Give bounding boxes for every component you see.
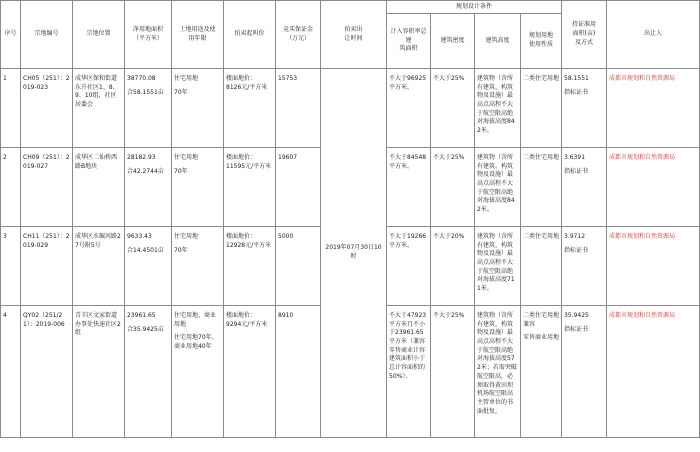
header-cert: 持证准用 面积(亩) 及方式	[562, 1, 607, 69]
cell-deposit: 19607	[276, 148, 321, 227]
cell-start-price: 楼面地价： 8126元/平方米	[224, 69, 276, 148]
table-row	[1, 69, 700, 148]
cell-use: 住宅用地、商业用地 住宅用地70年、商业用地40年	[172, 306, 224, 438]
cell-start-price: 楼面地价： 12928元/平方米	[224, 227, 276, 306]
cell-far: 不大于47923平方米且不小于23961.65平方米（兼容零售商业计容建筑面积小于总计容面积的50%）。	[387, 306, 431, 438]
cell-area: 28182.93 合42.2744亩	[125, 148, 172, 227]
cell-height: 建筑物（含所有建筑、构筑物及设施）最高点高程不大于航空限高绝对海拔高度842米。	[475, 69, 521, 148]
cell-planning-use: 二类住宅用地	[521, 69, 562, 148]
cell-location: 成华区保和街道东升社区1、8、9、10组，社区居委会	[73, 69, 125, 148]
cell-far: 不大于84548平方米。	[387, 148, 431, 227]
cell-area: 23961.65 合35.9425亩	[125, 306, 172, 438]
header-height: 建筑高度	[475, 14, 521, 69]
header-deposit: 竞买保证金 （万元）	[276, 1, 321, 69]
cell-far: 不大于96925平方米。	[387, 69, 431, 148]
cell-start-price: 楼面地价： 9294元/平方米	[224, 306, 276, 438]
cell-seq: 3	[1, 227, 21, 306]
cell-deposit: 5000	[276, 227, 321, 306]
cell-deposit: 8910	[276, 306, 321, 438]
cell-seq: 1	[1, 69, 21, 148]
cell-area: 38770.08 合58.1551亩	[125, 69, 172, 148]
cell-height: 建筑物（含所有建筑、构筑物及设施）最高点高程不大于航空限高绝对海拔高度572米；若需突破航空限高，必须取得黄田坝机场航空限高主管单位的书面批复。	[475, 306, 521, 438]
cell-height: 建筑物（含所有建筑、构筑物及设施）最高点高程不大于航空限高绝对海拔高度842米。	[475, 148, 521, 227]
header-far: 计入容积率总建 筑面积	[387, 14, 431, 69]
cell-location: 成华区二仙桥西路B地块	[73, 148, 125, 227]
header-start-price: 拍卖起叫价	[224, 1, 276, 69]
cell-density: 不大于20%	[431, 227, 475, 306]
cell-seq: 4	[1, 306, 21, 438]
header-planning-use: 规划用地 使用性质	[521, 14, 562, 69]
cell-seq: 2	[1, 148, 21, 227]
cell-far: 不大于19266平方米。	[387, 227, 431, 306]
cell-location: 成华区水碾河路27号附5号	[73, 227, 125, 306]
header-planning: 规划设计条件	[387, 1, 562, 14]
header-use: 土地用途及使 用年限	[172, 1, 224, 69]
cell-planning-use: 二类住宅用地	[521, 227, 562, 306]
header-parcel-no: 宗地编号	[21, 1, 73, 69]
cell-planning-use: 二类住宅用地	[521, 148, 562, 227]
cell-density: 不大于25%	[431, 306, 475, 438]
cell-use: 住宅用地 70年	[172, 148, 224, 227]
cell-use: 住宅用地 70年	[172, 227, 224, 306]
cell-parcel-no: CH05（251）：2019-023	[21, 69, 73, 148]
cell-seller: 成都市规划和自然资源局	[607, 306, 700, 438]
header-area: 净用地面积 （平方米）	[125, 1, 172, 69]
cell-height: 建筑物（含所有建筑、构筑物及设施）最高点高程不大于航空限高绝对海拔高度711米。	[475, 227, 521, 306]
header-density: 建筑密度	[431, 14, 475, 69]
cell-parcel-no: CH09（251）：2019-027	[21, 148, 73, 227]
cell-planning-use: 二类住宅用地兼容 零售商业用地	[521, 306, 562, 438]
cell-seller: 成都市规划和自然资源局	[607, 148, 700, 227]
cell-cert: 3.9712 指标证书	[562, 227, 607, 306]
cell-density: 不大于25%	[431, 69, 475, 148]
header-seller: 出让人	[607, 1, 700, 69]
cell-cert: 35.9425 指标证书	[562, 306, 607, 438]
cell-start-price: 楼面地价： 11595元/平方米	[224, 148, 276, 227]
cell-cert: 3.6391 指标证书	[562, 148, 607, 227]
header-auction-time: 拍卖出 让时间	[321, 1, 387, 69]
cell-parcel-no: CH11（251）：2019-029	[21, 227, 73, 306]
cell-seller: 成都市规划和自然资源局	[607, 227, 700, 306]
cell-use: 住宅用地 70年	[172, 69, 224, 148]
cell-seller: 成都市规划和自然资源局	[607, 69, 700, 148]
header-location: 宗地位置	[73, 1, 125, 69]
cell-density: 不大于25%	[431, 148, 475, 227]
cell-deposit: 15753	[276, 69, 321, 148]
cell-cert: 58.1551 指标证书	[562, 69, 607, 148]
cell-area: 9633.43 合14.4501亩	[125, 227, 172, 306]
header-seq: 序号	[1, 1, 21, 69]
cell-auction-time: 2019年07月30日10时	[321, 69, 387, 438]
cell-location: 青羊区文家街道办事处快速社区2组	[73, 306, 125, 438]
cell-parcel-no: QY02（251/21）：2019-006	[21, 306, 73, 438]
